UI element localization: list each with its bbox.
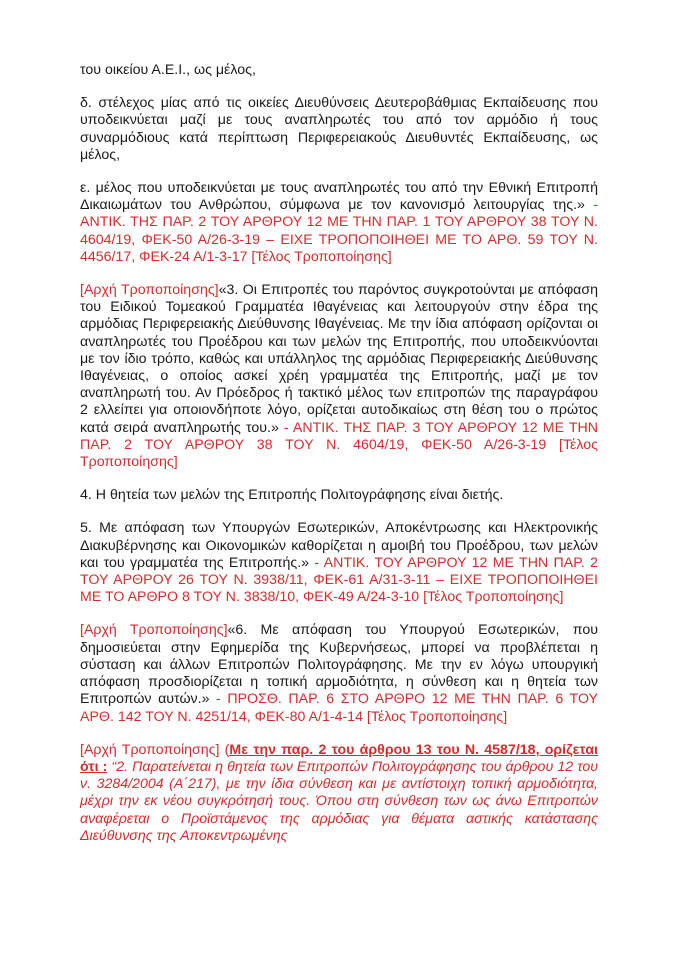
amendment-note: - ΑΝΤΙΚ. ΤΗΣ ΠΑΡ. 3 ΤΟΥ ΑΡΘΡΟΥ 12 ΜΕ ΤΗΝ ΠΑΡ. 2 ΤΟΥ ΑΡΘΡΟΥ 38 ΤΟΥ Ν. 4604/19, ΦΕΚ-50 Α/26-3-19 [Τέλος Τροποποίησης] (80, 419, 598, 471)
paragraph-text: δ. στέλεχος μίας από τις οικείες Διευθύνσεις Δευτεροβάθμιας Εκπαίδευσης που υποδεικνύεται μαζί με τους αναπληρωτές του από τον αρμόδιο ή τους συναρμόδιους κατά περίπτωση Περιφερειακούς Διευθυντές Εκπαίδευσης, ως μέλος, (80, 95, 598, 163)
amendment-note: - ΑΝΤΙΚ. ΤΟΥ ΑΡΘΡΟΥ 12 ΜΕ ΤΗΝ ΠΑΡ. 2 ΤΟΥ ΑΡΘΡΟΥ 26 ΤΟΥ Ν. 3938/11, ΦΕΚ-61 Α/31-3-11 – ΕΙΧΕ ΤΡΟΠΟΠΟΙΗΘΕΙ ΜΕ ΤΟ ΑΡΘΡΟ 8 ΤΟΥ Ν. 3838/10, ΦΕΚ-49 Α/24-3-10 [Τέλος Τροποποίησης] (80, 554, 599, 606)
amendment-note: - ΠΡΟΣΘ. ΠΑΡ. 6 ΣΤΟ ΑΡΘΡΟ 12 ΜΕ ΤΗΝ ΠΑΡ. 6 ΤΟΥ ΑΡΘ. 142 ΤΟΥ Ν. 4251/14, ΦΕΚ-80 Α/1-4-14 [Τέλος Τροποποίησης] (80, 691, 598, 725)
paragraph-text: «6. Με απόφαση του Υπουργού Εσωτερικών, που δημοσιεύεται στην Εφημερίδα της Κυβερνήσεως, μπορεί να προβλέπεται η σύσταση και άλλων Επιτροπών Πολιτογράφησης. Με την εν λόγω υπουργική απόφαση προσδιορίζεται η τοπική αρμοδιότητα, η σύνθεση και η θητεία των Επιτροπών αυτών.» (80, 622, 598, 708)
quoted-law-text: “2. Παρατείνεται η θητεία των Επιτροπών Πολιτογράφησης του άρθρου 12 του ν. 3284/2004 (Α΄217), με την ίδια σύνθεση και με αντίστοιχη τοπική αρμοδιότητα, μέχρι την εκ νέου συγκρότησή τους. Όπου στη σύνθεση των ως άνω Επιτροπών αναφέρεται ο Προϊστάμενος της αρμόδιας για θέματα αστικής κατάστασης Διεύθυνσης της Αποκεντρωμένης (80, 758, 599, 844)
law-reference: Με την παρ. 2 του άρθρου 13 του Ν. 4587/18, ορίζεται ότι : (80, 741, 598, 775)
paragraph-7 (80, 622, 598, 725)
amendment-note: - ΑΝΤΙΚ. ΤΗΣ ΠΑΡ. 2 ΤΟΥ ΑΡΘΡΟΥ 12 ΜΕ ΤΗΝ ΠΑΡ. 1 ΤΟΥ ΑΡΘΡΟΥ 38 ΤΟΥ Ν. 4604/19, ΦΕΚ-50 Α/26-3-19 – ΕΙΧΕ ΤΡΟΠΟΠΟΙΗΘΕΙ ΜΕ ΤΟ ΑΡΘ. 59 ΤΟΥ Ν. 4456/17, ΦΕΚ-24 Α/1-3-17 [Τέλος Τροποποίησης] (80, 197, 598, 265)
paragraph-6 (80, 520, 598, 606)
paragraph-3 (80, 180, 598, 266)
paragraph-text: «3. Οι Επιτροπές του παρόντος συγκροτούνται με απόφαση του Ειδικού Τομεακού Γραμματέα Ιθαγένειας και λειτουργούν στην έδρα της αρμόδιας Περιφερειακής Διεύθυνσης Ιθαγένειας. Με την ίδια απόφαση ορίζονται οι αναπληρωτές του Προέδρου και των μελών της Επιτροπής, που υποδεικνύονται με τον ίδιο τρόπο, καθώς και υπάλληλος της αρμόδιας Περιφερειακής Διεύθυνσης Ιθαγένειας, ο οποίος ασκεί χρέη γραμματέα της Επιτροπής, μαζί με τον αναπληρωτή του. Αν Πρόεδρος ή τακτικό μέλος των επιτροπών της παραγράφου 2 ελλείπει για οποιονδήποτε λόγο, ορίζεται αυτοδικαίως στη θέση του ο πρώτος κατά σειρά αναπληρωτής του.» (80, 282, 598, 436)
paragraph-4 (80, 282, 598, 471)
amendment-start-marker: [Αρχή Τροποποίησης] (80, 622, 228, 639)
paragraph-2 (80, 95, 598, 164)
paragraph-text: ε. μέλος που υποδεικνύεται με τους αναπληρωτές του από την Εθνική Επιτροπή Δικαιωμάτων του Ανθρώπου, σύμφωνα με τον κανονισμό λειτουργίας της.» (80, 180, 598, 214)
paragraph-1 (80, 62, 598, 79)
paragraph-text: του οικείου Α.Ε.Ι., ως μέλος, (80, 62, 256, 78)
amendment-start-marker: [Αρχή Τροποποίησης] (80, 282, 219, 299)
paragraph-8 (80, 742, 598, 845)
paragraph-text: 5. Με απόφαση των Υπουργών Εσωτερικών, Αποκέντρωσης και Ηλεκτρονικής Διακυβέρνησης και Οικονομικών καθορίζεται η αμοιβή του Προέδρου, των μελών και του γραμματέα της Επιτροπής.» (80, 520, 598, 571)
paragraph-text: 4. Η θητεία των μελών της Επιτροπής Πολιτογράφησης είναι διετής. (80, 487, 504, 504)
document-page (80, 62, 598, 861)
amendment-start-marker: [Αρχή Τροποποίησης] ( (80, 741, 230, 758)
paragraph-5 (80, 487, 598, 504)
